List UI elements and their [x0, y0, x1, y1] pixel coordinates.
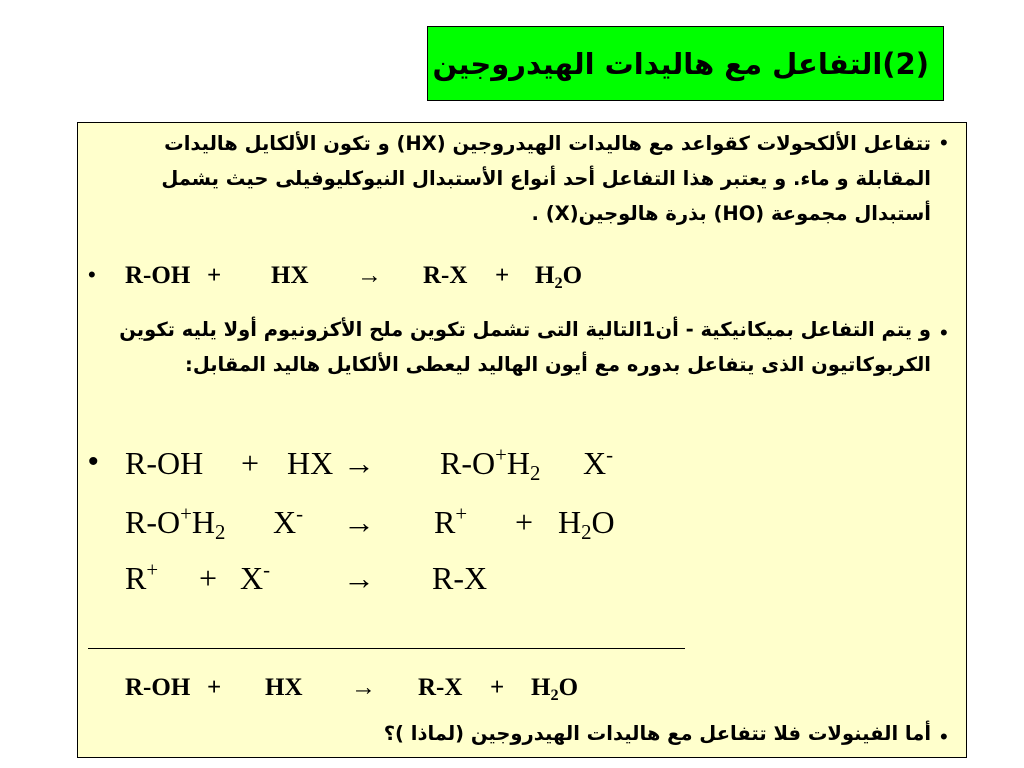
paragraph-2: و يتم التفاعل بميكانيكية - أن1التالية التى تشمل تكوين ملح الأكزونيوم أولا يليه تكوين الكربوكاتيون الذى يتفاعل بدوره مع أيون الهاليد ليعطى الألكايل هاليد المقابل: — [119, 318, 931, 376]
paragraph-3: أما الفينولات فلا تتفاعل مع هاليدات الهيدروجين (لماذا )؟ — [383, 722, 931, 745]
step1-reactant-1: R-OH — [125, 445, 204, 481]
net-product-2: $H_2O$ — [531, 674, 579, 704]
bullet: • — [940, 130, 948, 155]
net-plus: + — [207, 674, 222, 701]
step3-carbocation: R+ — [125, 558, 159, 596]
eq-product-2: $H_2O$ — [535, 262, 583, 292]
summation-divider — [88, 648, 685, 649]
step2-carbocation: R+ — [434, 502, 468, 540]
reaction-arrow: → — [357, 262, 382, 289]
eq-product-1: R-X — [423, 262, 468, 289]
net-plus: + — [490, 674, 505, 701]
step1-plus: + — [241, 445, 260, 481]
reaction-arrow: → — [351, 674, 376, 701]
bullet: • — [940, 320, 948, 345]
reaction-arrow: → — [343, 504, 375, 540]
title-box — [427, 26, 944, 101]
slide-title: (2)التفاعل مع هاليدات الهيدروجين — [432, 47, 929, 81]
step2-oxonium: $R-O^+H_2$ — [125, 502, 226, 545]
eq-plus: + — [207, 262, 222, 289]
reaction-arrow: → — [343, 445, 375, 481]
reaction-arrow: → — [343, 560, 375, 596]
step3-plus: + — [199, 560, 218, 596]
step1-reactant-2: HX — [287, 445, 334, 481]
step1-halide: X- — [583, 443, 614, 481]
paragraph-1: تتفاعل الألكحولات كقواعد مع هاليدات الهيدروجين (HX) و تكون الألكايل هاليدات المقابلة و ماء. و يعتبر هذا التفاعل أحد أنواع الأستبدال النيوكليوفيلى حيث يشمل أستبدال مجموعة (HO) بذرة هالوجين(X) . — [161, 132, 931, 225]
eq-reactant-2: HX — [271, 262, 309, 289]
step2-halide: X- — [273, 502, 304, 540]
bullet: • — [88, 445, 99, 478]
bullet: • — [940, 724, 948, 749]
step1-oxonium: $R-O^+H_2$ — [440, 443, 541, 486]
net-product-1: R-X — [418, 674, 463, 701]
step3-halide: X- — [240, 558, 271, 596]
bullet: • — [88, 262, 96, 287]
eq-plus: + — [495, 262, 510, 289]
net-reactant-2: HX — [265, 674, 303, 701]
step2-plus: + — [515, 504, 534, 540]
eq-reactant-1: R-OH — [125, 262, 191, 289]
step2-water: $H_2O$ — [558, 504, 615, 545]
net-reactant-1: R-OH — [125, 674, 191, 701]
step3-product: R-X — [432, 560, 488, 596]
